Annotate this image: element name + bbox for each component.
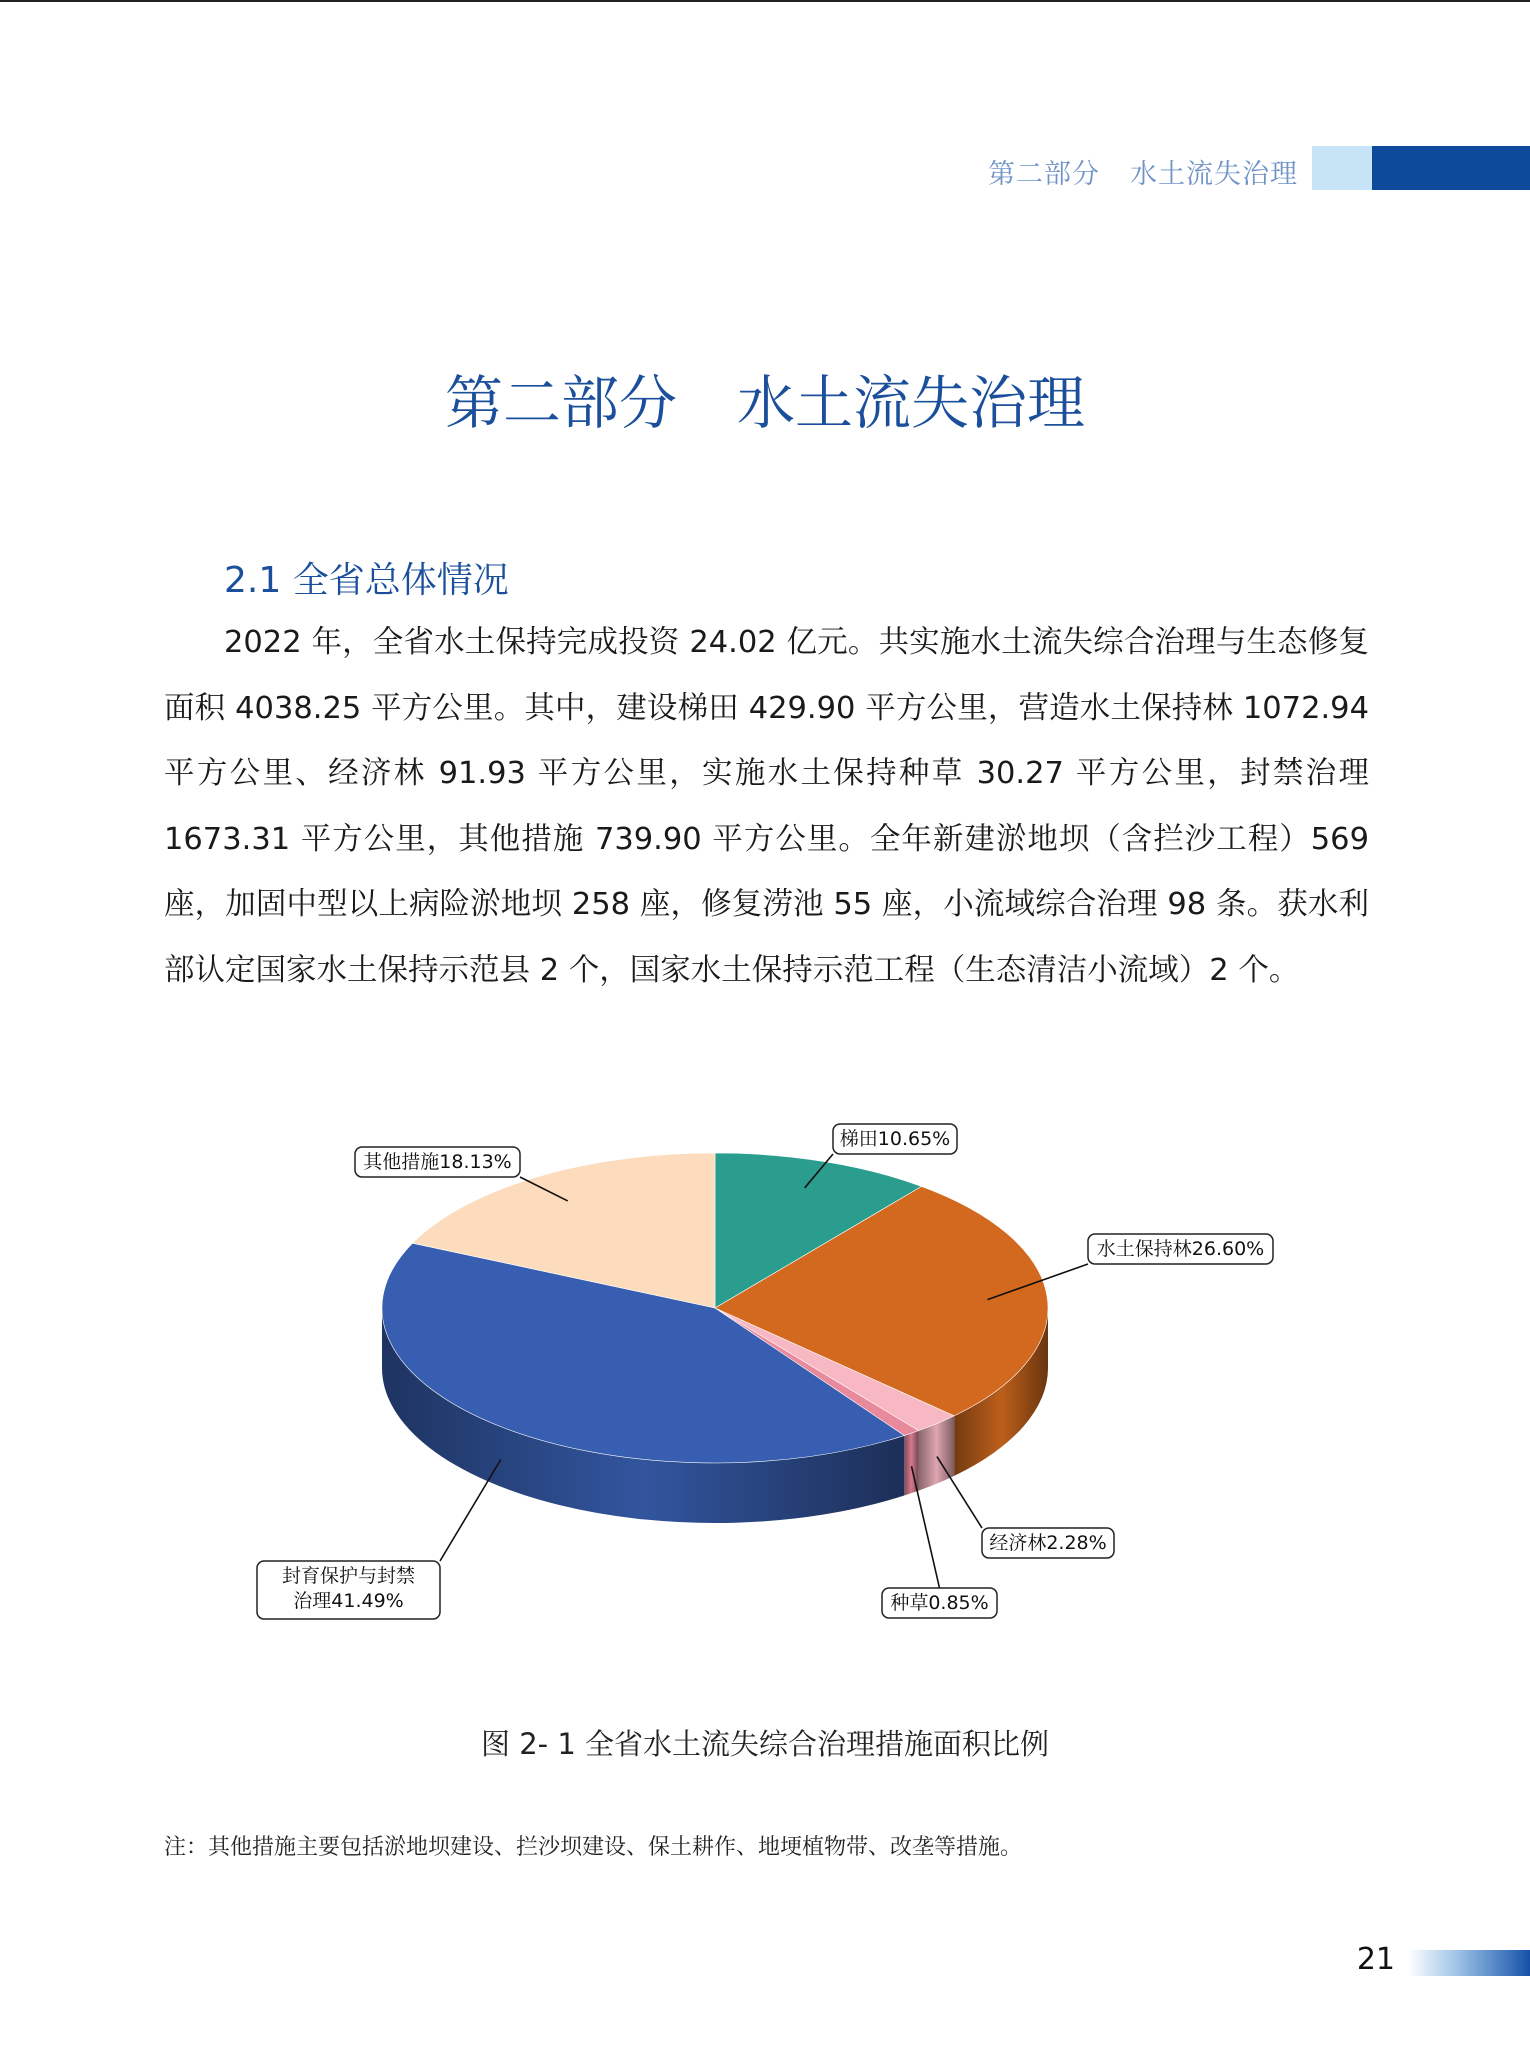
section-heading: 2.1 全省总体情况	[224, 560, 509, 601]
figure-caption: 图 2- 1 全省水土流失综合治理措施面积比例	[480, 1727, 1050, 1761]
data-label-封育保护与封禁治理-1: 治理41.49%	[293, 1590, 404, 1612]
data-label-封育保护与封禁治理-0: 封育保护与封禁	[281, 1565, 416, 1587]
page-number: 21	[1356, 1942, 1395, 1977]
header-accent-dark	[1372, 146, 1530, 190]
top-rule	[0, 0, 1530, 2]
data-label-其他措施: 其他措施18.13%	[363, 1151, 512, 1173]
running-header	[988, 152, 1298, 191]
pie-chart	[0, 1080, 1530, 1640]
part-title	[0, 356, 1530, 440]
running-header-part: 第二部分	[988, 159, 1100, 190]
part-title-text: 水土流失治理	[737, 369, 1086, 437]
callout-leader-封育保护与封禁治理	[440, 1460, 501, 1561]
data-label-经济林: 经济林2.28%	[989, 1532, 1107, 1554]
data-label-梯田: 梯田10.65%	[839, 1128, 951, 1150]
footnote: 注：其他措施主要包括淤地坝建设、拦沙坝建设、保土耕作、地埂植物带、改垄等措施。	[164, 1835, 1023, 1860]
pie-top-faces	[382, 1153, 1048, 1463]
footer-accent-bar	[1408, 1950, 1530, 1976]
body-paragraph: 2022 年，全省水土保持完成投资 24.02 亿元。共实施水土流失综合治理与生态修复面积 4038.25 平方公里。其中，建设梯田 429.90 平方公里，营造水土保持林 1072.94 平方公里、经济林 91.93 平方公里，实施水土保持种草 30.27 平方公里，封禁治理 1673.31 平方公里，其他措施 739.90 平方公里。全年新建淤地坝（含拦沙工程）569 座，加固中型以上病险淤地坝 258 座，修复涝池 55 座，小流域综合治理 98 条。获水利部认定国家水土保持示范县 2 个，国家水土保持示范工程（生态清洁小流域）2 个。	[164, 625, 1369, 988]
part-title-part: 第二部分	[444, 369, 677, 437]
header-accent-light	[1312, 146, 1372, 190]
data-label-水土保持林: 水土保持林26.60%	[1096, 1238, 1265, 1260]
data-label-种草: 种草0.85%	[890, 1592, 989, 1614]
running-header-title: 水土流失治理	[1130, 159, 1298, 190]
